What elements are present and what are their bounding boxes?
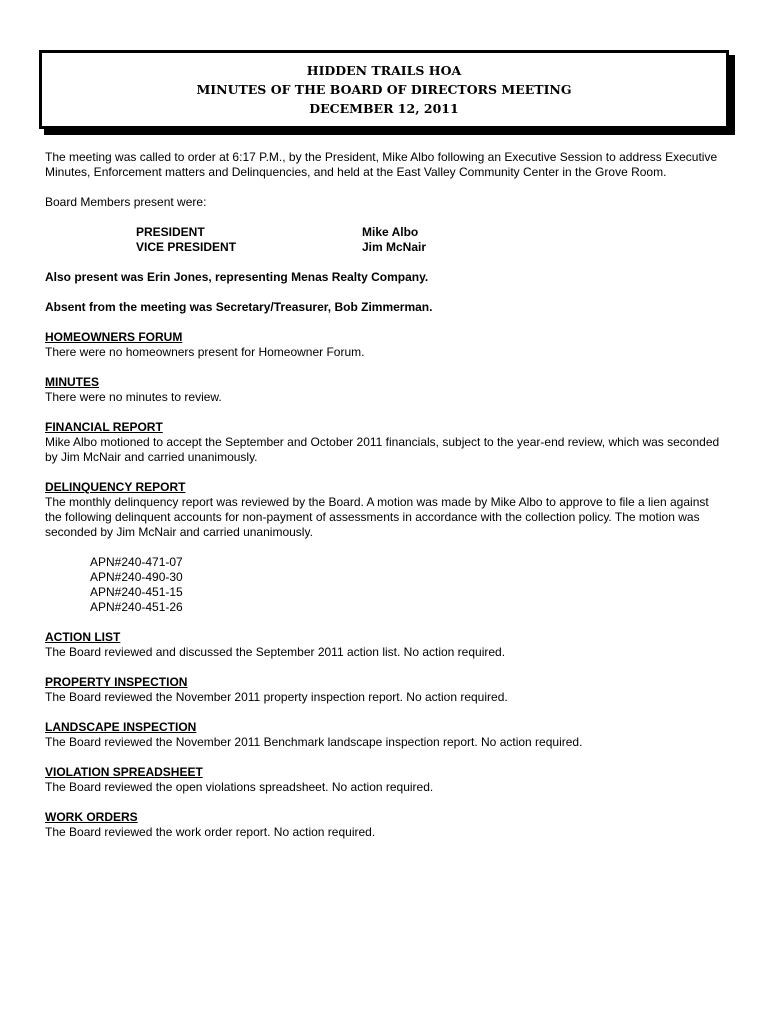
section-title: LANDSCAPE INSPECTION [45, 720, 197, 734]
intro-paragraph: The meeting was called to order at 6:17 P.M., by the President, Mike Albo following an Executive Session to address Executive Minutes, Enforcement matters and Delinquencies, and held at the East Valley Community Center in the Grove Room. [45, 150, 718, 179]
section-body: The Board reviewed the work order report. No action required. [45, 825, 376, 839]
section-title: ACTION LIST [45, 630, 121, 644]
section-body: The monthly delinquency report was reviewed by the Board. A motion was made by Mike Albo to approve to file a lien against the following delinquent accounts for non-payment of assessments in accordance with the collection policy. The motion was seconded by Jim McNair and carried unanimously. [45, 495, 709, 539]
officer-title: PRESIDENT [136, 225, 205, 239]
also-present: Also present was Erin Jones, representing Menas Realty Company. [45, 270, 429, 284]
apn-item: APN#240-451-15 [90, 585, 183, 599]
apn-list [90, 555, 725, 615]
section-body: The Board reviewed and discussed the September 2011 action list. No action required. [45, 645, 506, 659]
section-action-list [45, 630, 725, 660]
section-title: MINUTES [45, 375, 99, 389]
section-title: DELINQUENCY REPORT [45, 480, 186, 494]
section-work-orders [45, 810, 725, 840]
section-violation-spreadsheet [45, 765, 725, 795]
section-title: PROPERTY INSPECTION [45, 675, 188, 689]
board-present-label: Board Members present were: [45, 195, 207, 209]
officer-row [136, 225, 725, 240]
section-landscape-inspection [45, 720, 725, 750]
document-header [39, 50, 729, 129]
officer-name: Jim McNair [362, 240, 427, 254]
officers-list [136, 225, 725, 255]
officer-row [136, 240, 725, 255]
section-delinquency-report [45, 480, 725, 540]
section-minutes [45, 375, 725, 405]
section-title: WORK ORDERS [45, 810, 138, 824]
section-body: There were no homeowners present for Homeowner Forum. [45, 345, 365, 359]
section-body: The Board reviewed the open violations spreadsheet. No action required. [45, 780, 434, 794]
meeting-date: DECEMBER 12, 2011 [309, 101, 459, 116]
section-homeowners-forum [45, 330, 725, 360]
apn-item: APN#240-471-07 [90, 555, 183, 569]
hoa-name: HIDDEN TRAILS HOA [306, 63, 462, 78]
section-title: VIOLATION SPREADSHEET [45, 765, 203, 779]
section-body: The Board reviewed the November 2011 Benchmark landscape inspection report. No action required. [45, 735, 583, 749]
minutes-body [45, 150, 725, 840]
section-property-inspection [45, 675, 725, 705]
section-financial-report [45, 420, 725, 465]
apn-item: APN#240-451-26 [90, 600, 183, 614]
officer-title: VICE PRESIDENT [136, 240, 237, 254]
apn-item: APN#240-490-30 [90, 570, 183, 584]
meeting-title: MINUTES OF THE BOARD OF DIRECTORS MEETING [196, 82, 572, 97]
officer-name: Mike Albo [362, 225, 419, 239]
absent-note: Absent from the meeting was Secretary/Treasurer, Bob Zimmerman. [45, 300, 433, 314]
section-body: Mike Albo motioned to accept the September and October 2011 financials, subject to the year-end review, which was seconded by Jim McNair and carried unanimously. [45, 435, 720, 464]
section-title: HOMEOWNERS FORUM [45, 330, 183, 344]
section-body: The Board reviewed the November 2011 property inspection report. No action required. [45, 690, 508, 704]
section-title: FINANCIAL REPORT [45, 420, 163, 434]
section-body: There were no minutes to review. [45, 390, 222, 404]
